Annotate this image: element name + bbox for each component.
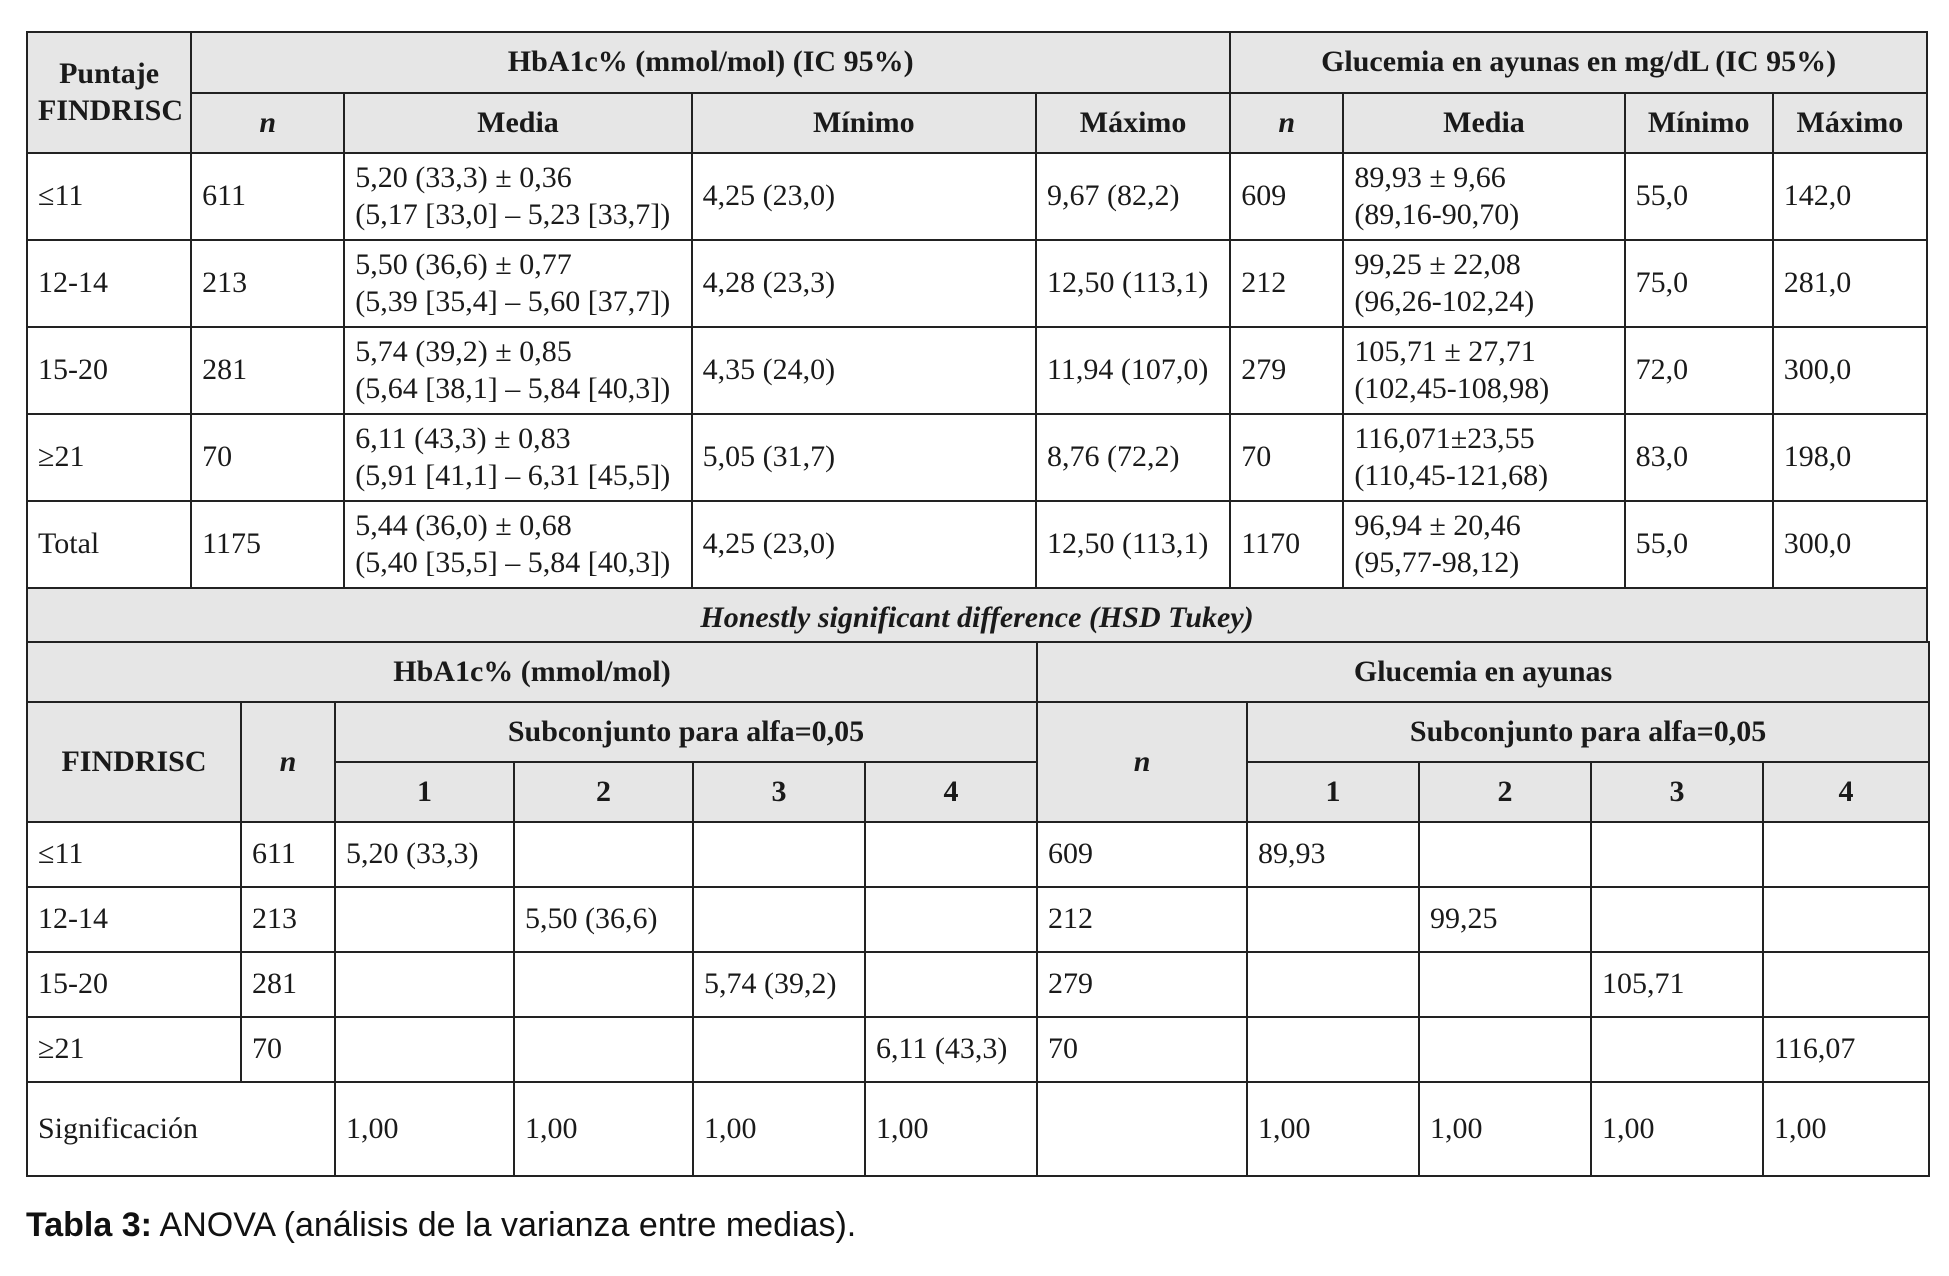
table-row: [27, 952, 1929, 1017]
media-value: 89,93 ± 9,66: [1354, 160, 1506, 194]
row-label: ≤11: [27, 822, 241, 887]
max-cell: 9,67 (82,2): [1036, 153, 1230, 240]
header-hba1c-mmol: HbA1c% (mmol/mol): [27, 642, 1037, 702]
media-ci: (110,45-121,68): [1354, 458, 1549, 492]
table-row: [27, 240, 1927, 327]
table-row: [27, 501, 1927, 588]
min-cell: 75,0: [1625, 240, 1773, 327]
subset-cell: 105,71: [1591, 952, 1763, 1017]
media-cell: [1343, 240, 1624, 327]
subset-cell: [1591, 1017, 1763, 1082]
subset-cell: [1419, 822, 1591, 887]
n-cell: 281: [241, 952, 335, 1017]
n-cell: 70: [1230, 414, 1343, 501]
n-cell: 609: [1037, 822, 1247, 887]
media-ci: (102,45-108,98): [1354, 371, 1550, 405]
header-n-hba1c: n: [191, 93, 344, 153]
significance-cell: 1,00: [1419, 1082, 1591, 1176]
media-ci: (5,39 [35,4] – 5,60 [37,7]): [355, 284, 671, 318]
subset-col-header: 4: [1763, 762, 1929, 822]
header-minimo-hba1c: Mínimo: [692, 93, 1036, 153]
media-cell: [1343, 501, 1624, 588]
media-cell: [344, 327, 691, 414]
caption-text: ANOVA (análisis de la varianza entre medias).: [151, 1206, 857, 1244]
n-cell: 611: [191, 153, 344, 240]
n-cell: 213: [191, 240, 344, 327]
subset-cell: 89,93: [1247, 822, 1419, 887]
media-ci: (5,40 [35,5] – 5,84 [40,3]): [355, 545, 671, 579]
media-value: 116,071±23,55: [1354, 421, 1535, 455]
subset-cell: 5,50 (36,6): [514, 887, 693, 952]
table-row: [27, 327, 1927, 414]
significance-label: Significación: [27, 1082, 335, 1176]
header-n-hba1c: n: [241, 702, 335, 822]
min-cell: 83,0: [1625, 414, 1773, 501]
row-label: 15-20: [27, 952, 241, 1017]
media-value: 5,50 (36,6) ± 0,77: [355, 247, 572, 281]
n-cell: 609: [1230, 153, 1343, 240]
header-findrisc: FINDRISC: [27, 702, 241, 822]
min-cell: 4,25 (23,0): [692, 501, 1036, 588]
subset-col-header: 2: [514, 762, 693, 822]
subset-cell: [1591, 822, 1763, 887]
significance-cell: 1,00: [335, 1082, 514, 1176]
media-ci: (5,91 [41,1] – 6,31 [45,5]): [355, 458, 671, 492]
media-cell: [1343, 414, 1624, 501]
media-cell: [344, 153, 691, 240]
n-cell: 70: [1037, 1017, 1247, 1082]
row-label: ≥21: [27, 1017, 241, 1082]
significance-cell: 1,00: [865, 1082, 1037, 1176]
table-row: [27, 822, 1929, 887]
n-cell: 70: [191, 414, 344, 501]
min-cell: 55,0: [1625, 153, 1773, 240]
significance-cell: 1,00: [1763, 1082, 1929, 1176]
subset-cell: 116,07: [1763, 1017, 1929, 1082]
table-row: [27, 414, 1927, 501]
subset-cell: [693, 887, 865, 952]
media-value: 5,20 (33,3) ± 0,36: [355, 160, 572, 194]
subset-cell: [335, 887, 514, 952]
media-ci: (5,64 [38,1] – 5,84 [40,3]): [355, 371, 671, 405]
n-cell: 279: [1230, 327, 1343, 414]
significance-cell: 1,00: [693, 1082, 865, 1176]
anova-summary-table: [26, 31, 1928, 649]
max-cell: 300,0: [1773, 327, 1927, 414]
max-cell: 12,50 (113,1): [1036, 501, 1230, 588]
header-n-glucemia: n: [1230, 93, 1343, 153]
subset-cell: 5,20 (33,3): [335, 822, 514, 887]
media-value: 96,94 ± 20,46: [1354, 508, 1521, 542]
subset-cell: [514, 822, 693, 887]
n-cell: 281: [191, 327, 344, 414]
max-cell: 198,0: [1773, 414, 1927, 501]
subset-cell: 6,11 (43,3): [865, 1017, 1037, 1082]
row-label: 12-14: [27, 887, 241, 952]
subset-cell: [865, 952, 1037, 1017]
max-cell: 12,50 (113,1): [1036, 240, 1230, 327]
significance-cell: 1,00: [1591, 1082, 1763, 1176]
subset-cell: [693, 822, 865, 887]
min-cell: 4,25 (23,0): [692, 153, 1036, 240]
hsd-tukey-table: [26, 641, 1930, 1177]
min-cell: 4,35 (24,0): [692, 327, 1036, 414]
subset-cell: [514, 952, 693, 1017]
min-cell: 72,0: [1625, 327, 1773, 414]
significance-n-cell: [1037, 1082, 1247, 1176]
min-cell: 55,0: [1625, 501, 1773, 588]
subset-cell: [1247, 1017, 1419, 1082]
max-cell: 11,94 (107,0): [1036, 327, 1230, 414]
media-ci: (89,16-90,70): [1354, 197, 1520, 231]
subset-cell: [865, 822, 1037, 887]
subset-col-header: 4: [865, 762, 1037, 822]
subset-cell: [693, 1017, 865, 1082]
header-media-glucemia: Media: [1343, 93, 1624, 153]
header-maximo-hba1c: Máximo: [1036, 93, 1230, 153]
subset-cell: [1763, 952, 1929, 1017]
subset-col-header: 2: [1419, 762, 1591, 822]
media-value: 105,71 ± 27,71: [1354, 334, 1536, 368]
media-value: 6,11 (43,3) ± 0,83: [355, 421, 571, 455]
header-minimo-glucemia: Mínimo: [1625, 93, 1773, 153]
header-puntaje-findrisc: Puntaje FINDRISC: [27, 32, 191, 153]
subset-cell: [1763, 887, 1929, 952]
media-cell: [344, 501, 691, 588]
n-cell: 212: [1037, 887, 1247, 952]
n-cell: 611: [241, 822, 335, 887]
media-cell: [344, 414, 691, 501]
section-title-hsd-tukey: Honestly significant difference (HSD Tukey): [27, 588, 1927, 648]
header-n-glucemia: n: [1037, 702, 1247, 822]
header-hba1c-group: HbA1c% (mmol/mol) (IC 95%): [191, 32, 1230, 93]
subset-cell: [1247, 887, 1419, 952]
subset-cell: [335, 952, 514, 1017]
subset-cell: [335, 1017, 514, 1082]
subset-col-header: 3: [1591, 762, 1763, 822]
max-cell: 8,76 (72,2): [1036, 414, 1230, 501]
n-cell: 279: [1037, 952, 1247, 1017]
header-glucemia-group: Glucemia en ayunas en mg/dL (IC 95%): [1230, 32, 1927, 93]
row-label: 12-14: [27, 240, 191, 327]
subset-col-header: 3: [693, 762, 865, 822]
media-value: 99,25 ± 22,08: [1354, 247, 1521, 281]
significance-cell: 1,00: [514, 1082, 693, 1176]
row-label: ≤11: [27, 153, 191, 240]
min-cell: 4,28 (23,3): [692, 240, 1036, 327]
max-cell: 300,0: [1773, 501, 1927, 588]
subset-cell: [1247, 952, 1419, 1017]
media-value: 5,44 (36,0) ± 0,68: [355, 508, 572, 542]
n-cell: 1175: [191, 501, 344, 588]
n-cell: 70: [241, 1017, 335, 1082]
subset-cell: [1419, 952, 1591, 1017]
header-subset-glucemia: Subconjunto para alfa=0,05: [1247, 702, 1929, 762]
n-cell: 212: [1230, 240, 1343, 327]
caption-label: Tabla 3:: [26, 1206, 152, 1244]
subset-cell: [1763, 822, 1929, 887]
significance-cell: 1,00: [1247, 1082, 1419, 1176]
subset-cell: [1419, 1017, 1591, 1082]
media-value: 5,74 (39,2) ± 0,85: [355, 334, 572, 368]
header-subset-hba1c: Subconjunto para alfa=0,05: [335, 702, 1037, 762]
subset-col-header: 1: [335, 762, 514, 822]
subset-cell: [514, 1017, 693, 1082]
media-ci: (96,26-102,24): [1354, 284, 1535, 318]
subset-cell: 5,74 (39,2): [693, 952, 865, 1017]
subset-cell: 99,25: [1419, 887, 1591, 952]
subset-cell: [865, 887, 1037, 952]
row-label: 15-20: [27, 327, 191, 414]
subset-col-header: 1: [1247, 762, 1419, 822]
table-row: [27, 153, 1927, 240]
table-row: [27, 1017, 1929, 1082]
media-ci: (95,77-98,12): [1354, 545, 1520, 579]
header-media-hba1c: Media: [344, 93, 691, 153]
n-cell: 213: [241, 887, 335, 952]
table-caption: [26, 1206, 856, 1245]
media-cell: [1343, 153, 1624, 240]
max-cell: 281,0: [1773, 240, 1927, 327]
media-cell: [344, 240, 691, 327]
table-row: [27, 887, 1929, 952]
header-maximo-glucemia: Máximo: [1773, 93, 1927, 153]
row-label: ≥21: [27, 414, 191, 501]
n-cell: 1170: [1230, 501, 1343, 588]
max-cell: 142,0: [1773, 153, 1927, 240]
min-cell: 5,05 (31,7): [692, 414, 1036, 501]
row-label: Total: [27, 501, 191, 588]
header-glucemia-ayunas: Glucemia en ayunas: [1037, 642, 1929, 702]
media-ci: (5,17 [33,0] – 5,23 [33,7]): [355, 197, 671, 231]
subset-cell: [1591, 887, 1763, 952]
media-cell: [1343, 327, 1624, 414]
